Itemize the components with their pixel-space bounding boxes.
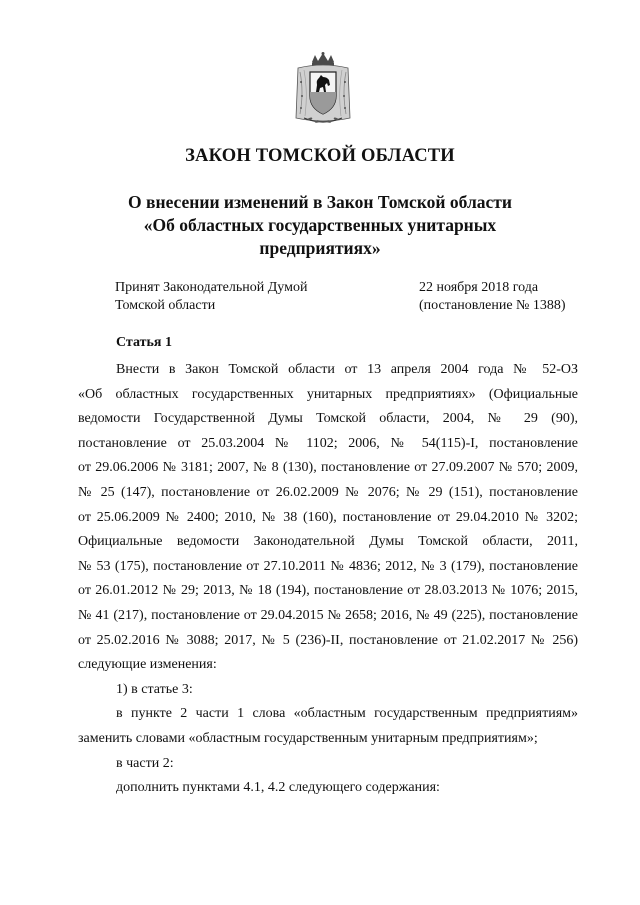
law-subtitle — [70, 191, 570, 260]
supplement-line: дополнить пунктами 4.1, 4.2 следующего содержания: — [116, 780, 440, 796]
paragraph-line: № 53 (175), постановление от 27.10.2011 № 4836; 2012, № 3 (179), постановление — [78, 558, 578, 574]
subtitle-line: О внесении изменений в Закон Томской области — [128, 192, 512, 212]
paragraph-line: следующие изменения: — [78, 657, 217, 673]
item-1-paragraph — [78, 702, 578, 751]
paragraph-line: № 41 (217), постановление от 29.04.2015 № 2658; 2016, № 49 (225), постановление — [78, 607, 578, 623]
part-2-line: в части 2: — [116, 755, 174, 771]
paragraph-line: Внести в Закон Томской области от 13 апреля 2004 года № 52-ОЗ — [116, 362, 578, 377]
paragraph-line: № 25 (147), постановление от 26.02.2009 № 2076; № 29 (151), постановление — [78, 484, 578, 500]
paragraph-line: от 26.01.2012 № 29; 2013, № 18 (194), постановление от 28.03.2013 № 1076; 2015, — [78, 583, 578, 599]
adopted-date — [419, 279, 566, 315]
adopted-by-line: Принят Законодательной Думой — [115, 280, 308, 295]
article-paragraph — [78, 358, 578, 678]
paragraph-line: от 25.02.2016 № 3088; 2017, № 5 (236)-II, постановление от 21.02.2017 № 256) — [78, 632, 578, 648]
paragraph-line: постановление от 25.03.2004 № 1102; 2006, № 54(115)-I, постановление — [78, 435, 578, 451]
adopted-by — [115, 279, 307, 315]
paragraph-line: Официальные ведомости Законодательной Думы Томской области, 2011, — [78, 534, 578, 550]
adopted-date-line: 22 ноября 2018 года — [419, 280, 539, 295]
article-body — [78, 358, 578, 801]
article-heading: Статья 1 — [116, 335, 172, 350]
subtitle-line: «Об областных государственных унитарных — [143, 215, 497, 235]
paragraph-line: от 25.06.2009 № 2400; 2010, № 38 (160), постановление от 29.04.2010 № 3202; — [78, 509, 578, 525]
adopted-by-line: Томской области — [115, 298, 216, 313]
law-title: ЗАКОН ТОМСКОЙ ОБЛАСТИ — [185, 146, 455, 166]
item-1: 1) в статье 3: — [116, 681, 193, 697]
paragraph-line: в пункте 2 части 1 слова «областным государственным предприятиям» — [116, 706, 578, 722]
resolution-number: (постановление № 1388) — [419, 298, 566, 313]
paragraph-line: ведомости Государственной Думы Томской области, 2004, № 29 (90), — [78, 411, 578, 427]
paragraph-line: от 29.06.2006 № 3181; 2007, № 8 (130), постановление от 27.09.2007 № 570; 2009, — [78, 460, 578, 476]
subtitle-line: предприятиях» — [259, 238, 381, 258]
tomsk-region-coat-of-arms-icon — [290, 52, 356, 126]
paragraph-line: «Об областных государственных унитарных предприятиях» (Официальные — [78, 386, 578, 402]
paragraph-line: заменить словами «областным государственным унитарным предприятиям»; — [78, 730, 538, 746]
